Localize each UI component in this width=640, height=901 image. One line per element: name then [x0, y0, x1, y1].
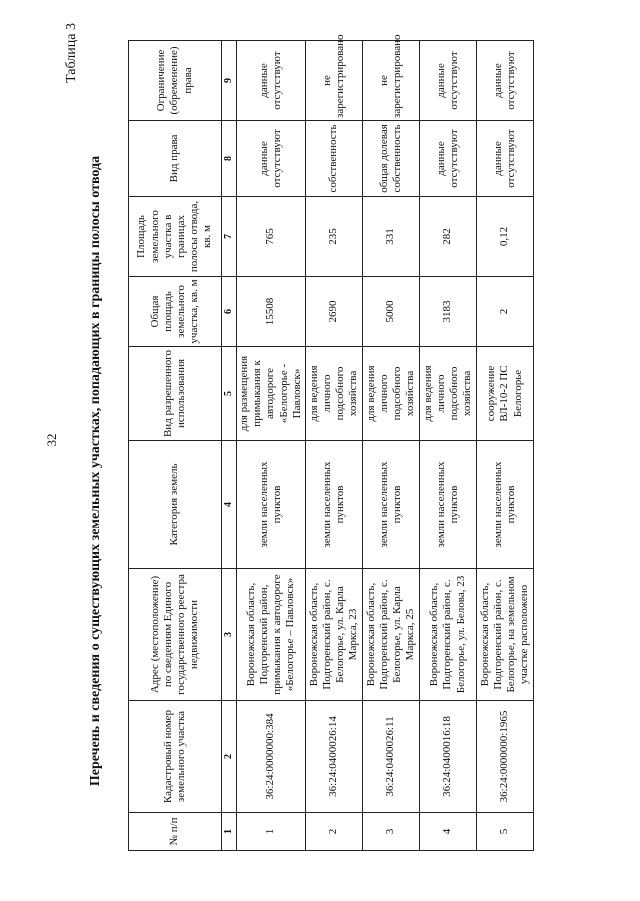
column-number: 2 — [222, 701, 237, 813]
table-cell: данные отсутствуют — [237, 121, 306, 197]
table-row — [305, 41, 362, 851]
column-header: № п/п — [129, 813, 222, 851]
table-cell: данные отсутствуют — [419, 121, 476, 197]
table-cell: земли населенных пунктов — [237, 441, 306, 569]
table-cell: для ведения личного подсобного хозяйства — [362, 347, 419, 441]
rotated-page-content — [60, 15, 580, 885]
table-cell: 2 — [476, 277, 533, 347]
table-cell: не зарегистрировано — [362, 41, 419, 121]
table-cell: 36:24:0000000:1965 — [476, 701, 533, 813]
table-cell: земли населенных пунктов — [305, 441, 362, 569]
table-cell: сооружение ВЛ-10-2 ПС Белогорье — [476, 347, 533, 441]
land-plots-table — [128, 34, 534, 851]
table-cell: земли населенных пунктов — [362, 441, 419, 569]
table-cell: 3183 — [419, 277, 476, 347]
column-header: Кадастровый номер земельного участка — [129, 701, 222, 813]
column-number: 9 — [222, 41, 237, 121]
table-cell: общая долевая собственность — [362, 121, 419, 197]
table-row — [362, 41, 419, 851]
table-row — [237, 41, 306, 851]
column-header: Общая площадь земельного участка, кв. м — [129, 277, 222, 347]
table-cell: Воронежская область, Подгоренский район, с. Белогорье, ул. Карла Маркса, 23 — [305, 569, 362, 701]
table-cell: земли населенных пунктов — [419, 441, 476, 569]
table-cell: 282 — [419, 197, 476, 277]
column-number: 5 — [222, 347, 237, 441]
table-cell: 0,12 — [476, 197, 533, 277]
table-cell: 1 — [237, 813, 306, 851]
table-cell: Воронежская область, Подгоренский район, с. Белогорье, на земельном участке расположено — [476, 569, 533, 701]
column-number: 8 — [222, 121, 237, 197]
column-header: Площадь земельного участка в границах полосы отвода, кв. м — [129, 197, 222, 277]
table-title: Перечень и сведения о существующих земельных участках, попадающих в границы полосы отвода — [88, 155, 103, 787]
table-cell: данные отсутствуют — [237, 41, 306, 121]
table-cell: 36:24:0400016:18 — [419, 701, 476, 813]
table-cell: 36:24:0400026:11 — [362, 701, 419, 813]
table-row — [419, 41, 476, 851]
column-number: 1 — [222, 813, 237, 851]
page-number: 32 — [44, 433, 59, 447]
table-cell: 5 — [476, 813, 533, 851]
table-cell: данные отсутствуют — [419, 41, 476, 121]
table-header-row — [129, 41, 222, 851]
table-cell: Воронежская область, Подгоренский район, с. Белогорье, ул. Карла Маркса, 25 — [362, 569, 419, 701]
table-cell: для размещения примыкания к автодороге «Белогорье - Павловск» — [237, 347, 306, 441]
column-number: 6 — [222, 277, 237, 347]
table-cell: 331 — [362, 197, 419, 277]
table-cell: 15508 — [237, 277, 306, 347]
table-cell: 5000 — [362, 277, 419, 347]
table-cell: 36:24:0400026:14 — [305, 701, 362, 813]
table-cell: для ведения личного подсобного хозяйства — [419, 347, 476, 441]
column-number: 4 — [222, 441, 237, 569]
table-cell: Воронежская область, Подгоренский район, с. Белогорье, ул. Белова, 23 — [419, 569, 476, 701]
table-cell: земли населенных пунктов — [476, 441, 533, 569]
table-cell: 2 — [305, 813, 362, 851]
table-cell: 765 — [237, 197, 306, 277]
column-header: Категория земель — [129, 441, 222, 569]
table-cell: не зарегистрировано — [305, 41, 362, 121]
table-cell: 2690 — [305, 277, 362, 347]
table-cell: для ведения личного подсобного хозяйства — [305, 347, 362, 441]
table-cell: 4 — [419, 813, 476, 851]
table-cell: Воронежская область, Подгоренский район, примыкания к автодороге «Белогорье – Павловск» — [237, 569, 306, 701]
table-cell: данные отсутствуют — [476, 121, 533, 197]
column-header: Адрес (местоположение) по сведениям Единого государственного реестра недвижимости — [129, 569, 222, 701]
table-cell: данные отсутствуют — [476, 41, 533, 121]
column-number: 3 — [222, 569, 237, 701]
table-cell: 235 — [305, 197, 362, 277]
table-row — [476, 41, 533, 851]
column-number-row — [222, 41, 237, 851]
table-cell: собственность — [305, 121, 362, 197]
column-header: Вид права — [129, 121, 222, 197]
table-cell: 3 — [362, 813, 419, 851]
table-number-label: Таблица 3 — [64, 23, 79, 83]
column-number: 7 — [222, 197, 237, 277]
table-cell: 36:24:0000000:384 — [237, 701, 306, 813]
column-header: Вид разрешенного использования — [129, 347, 222, 441]
column-header: Ограничение (обременение) права — [129, 41, 222, 121]
